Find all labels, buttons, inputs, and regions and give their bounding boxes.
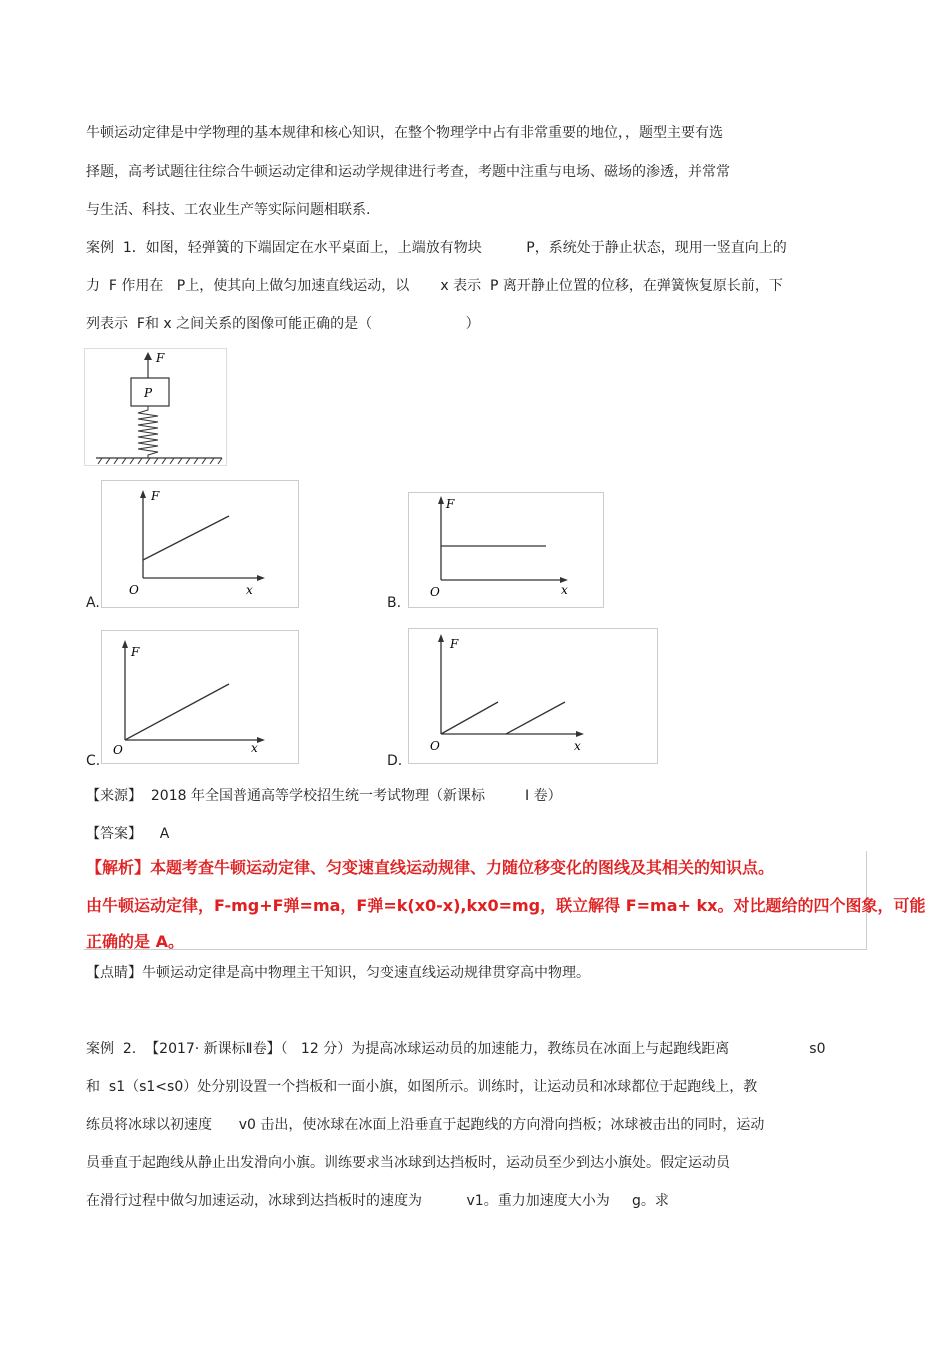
source-line: 【来源】 2018 年全国普通高等学校招生统一考试物理（新课标 I 卷） — [86, 788, 562, 804]
intro-line-1: 牛顿运动定律是中学物理的基本规律和核心知识，在整个物理学中占有非常重要的地位，，题型主要有选 — [86, 125, 723, 141]
case1-line-2: 力 F 作用在 P上，使其向上做匀加速直线运动，以 x 表示 P 离开静止位置的位移，在弹簧恢复原长前，下 — [86, 278, 783, 294]
analysis-line-3: 正确的是 A。 — [86, 932, 184, 951]
case2-line-2: 和 s1（s1<s0）处分别设置一个挡板和一面小旗，如图所示。训练时，让运动员和冰球都位于起跑线上，教 — [86, 1079, 758, 1095]
intro-line-3: 与生活、科技、工农业生产等实际问题相联系. — [86, 202, 371, 218]
option-b-label[interactable]: B. — [387, 595, 402, 611]
case2-line-1: 案例 2. 【2017· 新课标Ⅱ卷】（ 12 分）为提高冰球运动员的加速能力，教练员在冰面上与起跑线距离 s0 — [86, 1041, 826, 1057]
option-d-label[interactable]: D. — [387, 753, 403, 769]
x-axis-label: x — [251, 741, 258, 755]
y-axis-label: F — [450, 637, 459, 651]
case2-line-5: 在滑行过程中做匀加速运动，冰球到达挡板时的速度为 v1。重力加速度大小为 g。求 — [86, 1193, 669, 1209]
x-axis-label: x — [561, 583, 568, 597]
y-axis-label: F — [151, 489, 160, 503]
option-b-graph[interactable] — [408, 492, 604, 608]
option-c-label[interactable]: C. — [86, 753, 101, 769]
block-label: P — [144, 386, 153, 400]
y-axis-label: F — [446, 497, 455, 511]
origin-label: O — [129, 583, 139, 597]
case1-line-1: 案例 1．如图，轻弹簧的下端固定在水平桌面上，上端放有物块 P，系统处于静止状态，现用一竖直向上的 — [86, 240, 787, 256]
y-axis-label: F — [131, 645, 140, 659]
case1-line-3: 列表示 F和 x 之间关系的图像可能正确的是（ ） — [86, 316, 480, 332]
option-a-label[interactable]: A. — [86, 595, 100, 611]
option-d-graph[interactable] — [408, 628, 658, 764]
force-label: F — [156, 351, 165, 365]
origin-label: O — [430, 585, 440, 599]
x-axis-label: x — [574, 739, 581, 753]
option-c-graph[interactable] — [101, 630, 299, 764]
case2-line-4: 员垂直于起跑线从静止出发滑向小旗。训练要求当冰球到达挡板时，运动员至少到达小旗处。假定运动员 — [86, 1155, 730, 1171]
spring-figure — [84, 348, 228, 466]
option-a-graph[interactable] — [101, 480, 299, 608]
case2-line-3: 练员将冰球以初速度 v0 击出，使冰球在冰面上沿垂直于起跑线的方向滑向挡板；冰球被击出的同时，运动 — [86, 1117, 765, 1133]
x-axis-label: x — [246, 583, 253, 597]
origin-label: O — [113, 743, 123, 757]
analysis-line-1: 【解析】本题考查牛顿运动定律、匀变速直线运动规律、力随位移变化的图线及其相关的知识点。 — [86, 858, 775, 877]
intro-line-2: 择题，高考试题往往综合牛顿运动定律和运动学规律进行考查，考题中注重与电场、磁场的渗透，并常常 — [86, 164, 730, 180]
comment-line: 【点睛】牛顿运动定律是高中物理主干知识，匀变速直线运动规律贯穿高中物理。 — [86, 965, 590, 981]
origin-label: O — [430, 739, 440, 753]
answer-line: 【答案】 A — [86, 826, 170, 842]
analysis-line-2: 由牛顿运动定律，F-mg+F弹=ma，F弹=k(x0-x),kx0=mg，联立解得 F=ma+ kx。对比题给的四个图象，可能 — [86, 896, 926, 915]
